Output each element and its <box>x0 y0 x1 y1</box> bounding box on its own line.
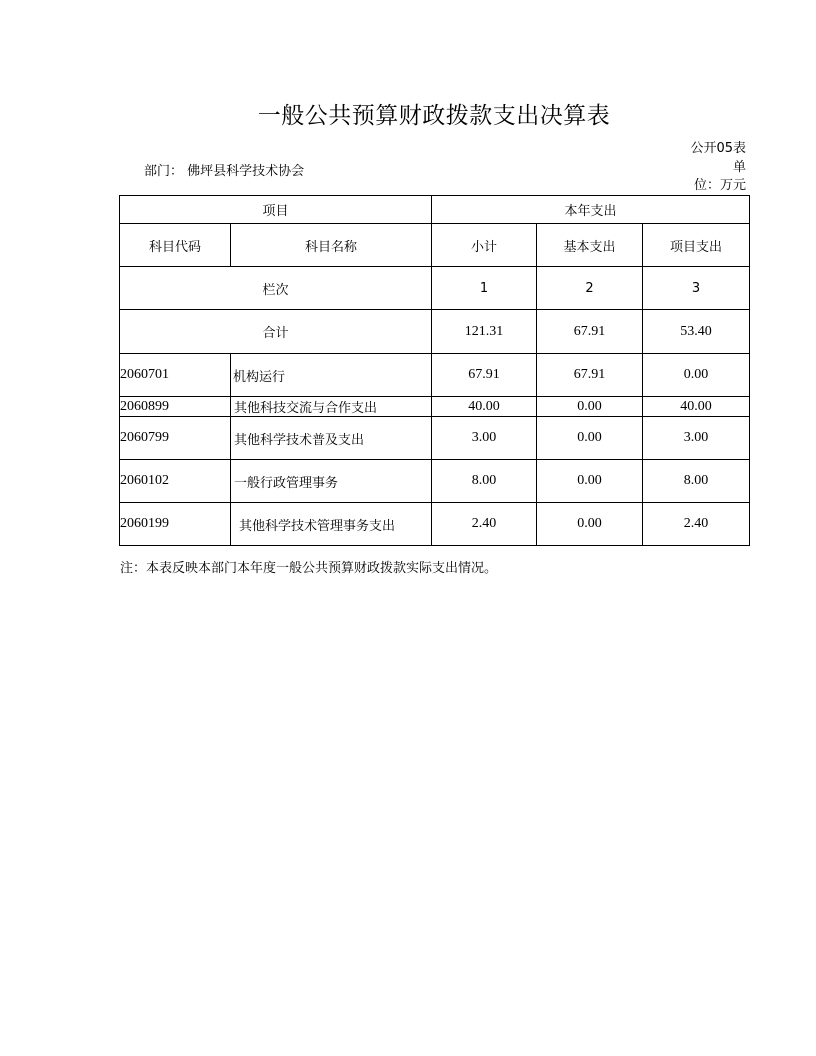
col-project-header: 项目支出 <box>643 224 750 267</box>
row-project: 0.00 <box>643 354 750 397</box>
header-item: 项目 <box>120 196 432 224</box>
index-row <box>120 267 750 310</box>
index-cell: 3 <box>643 267 750 310</box>
row-subtotal: 67.91 <box>432 354 537 397</box>
page-title: 一般公共预算财政拨款支出决算表 <box>257 103 611 129</box>
row-name: 其他科学技术普及支出 <box>231 417 432 460</box>
table-row <box>120 460 750 503</box>
unit-label <box>686 159 746 195</box>
row-project: 3.00 <box>643 417 750 460</box>
unit-line-2: 位：万元 <box>693 178 746 193</box>
row-project: 8.00 <box>643 460 750 503</box>
total-row <box>120 310 750 354</box>
total-subtotal: 121.31 <box>432 310 537 354</box>
table-row <box>120 397 750 417</box>
header-row-2 <box>120 224 750 267</box>
table-row <box>120 503 750 546</box>
row-basic: 0.00 <box>537 417 643 460</box>
row-basic: 0.00 <box>537 397 643 417</box>
row-code: 2060199 <box>120 503 231 546</box>
form-number: 公开05表 <box>690 141 746 156</box>
index-label: 栏次 <box>120 267 432 310</box>
row-subtotal: 8.00 <box>432 460 537 503</box>
header-expense: 本年支出 <box>432 196 750 224</box>
row-project: 40.00 <box>643 397 750 417</box>
header-row-1 <box>120 196 750 224</box>
footnote: 注：本表反映本部门本年度一般公共预算财政拨款实际支出情况。 <box>120 561 498 576</box>
row-name: 一般行政管理事务 <box>231 460 432 503</box>
col-code-header: 科目代码 <box>120 224 231 267</box>
row-code: 2060799 <box>120 417 231 460</box>
index-cell: 2 <box>537 267 643 310</box>
row-name: 其他科技交流与合作支出 <box>231 397 432 417</box>
budget-table <box>119 195 750 546</box>
index-cell: 1 <box>432 267 537 310</box>
row-code: 2060899 <box>120 397 231 417</box>
row-basic: 0.00 <box>537 503 643 546</box>
col-name-header: 科目名称 <box>231 224 432 267</box>
row-subtotal: 40.00 <box>432 397 537 417</box>
row-basic: 67.91 <box>537 354 643 397</box>
row-code: 2060102 <box>120 460 231 503</box>
row-name: 其他科学技术管理事务支出 <box>231 503 432 546</box>
row-subtotal: 3.00 <box>432 417 537 460</box>
col-basic-header: 基本支出 <box>537 224 643 267</box>
total-label: 合计 <box>120 310 432 354</box>
row-basic: 0.00 <box>537 460 643 503</box>
row-subtotal: 2.40 <box>432 503 537 546</box>
row-code: 2060701 <box>120 354 231 397</box>
table-row <box>120 417 750 460</box>
row-project: 2.40 <box>643 503 750 546</box>
department-label: 部门： 佛坪县科学技术协会 <box>144 164 305 179</box>
total-basic: 67.91 <box>537 310 643 354</box>
col-subtotal-header: 小计 <box>432 224 537 267</box>
total-project: 53.40 <box>643 310 750 354</box>
unit-line-1: 单 <box>732 160 746 175</box>
row-name: 机构运行 <box>231 354 432 397</box>
table-row <box>120 354 750 397</box>
